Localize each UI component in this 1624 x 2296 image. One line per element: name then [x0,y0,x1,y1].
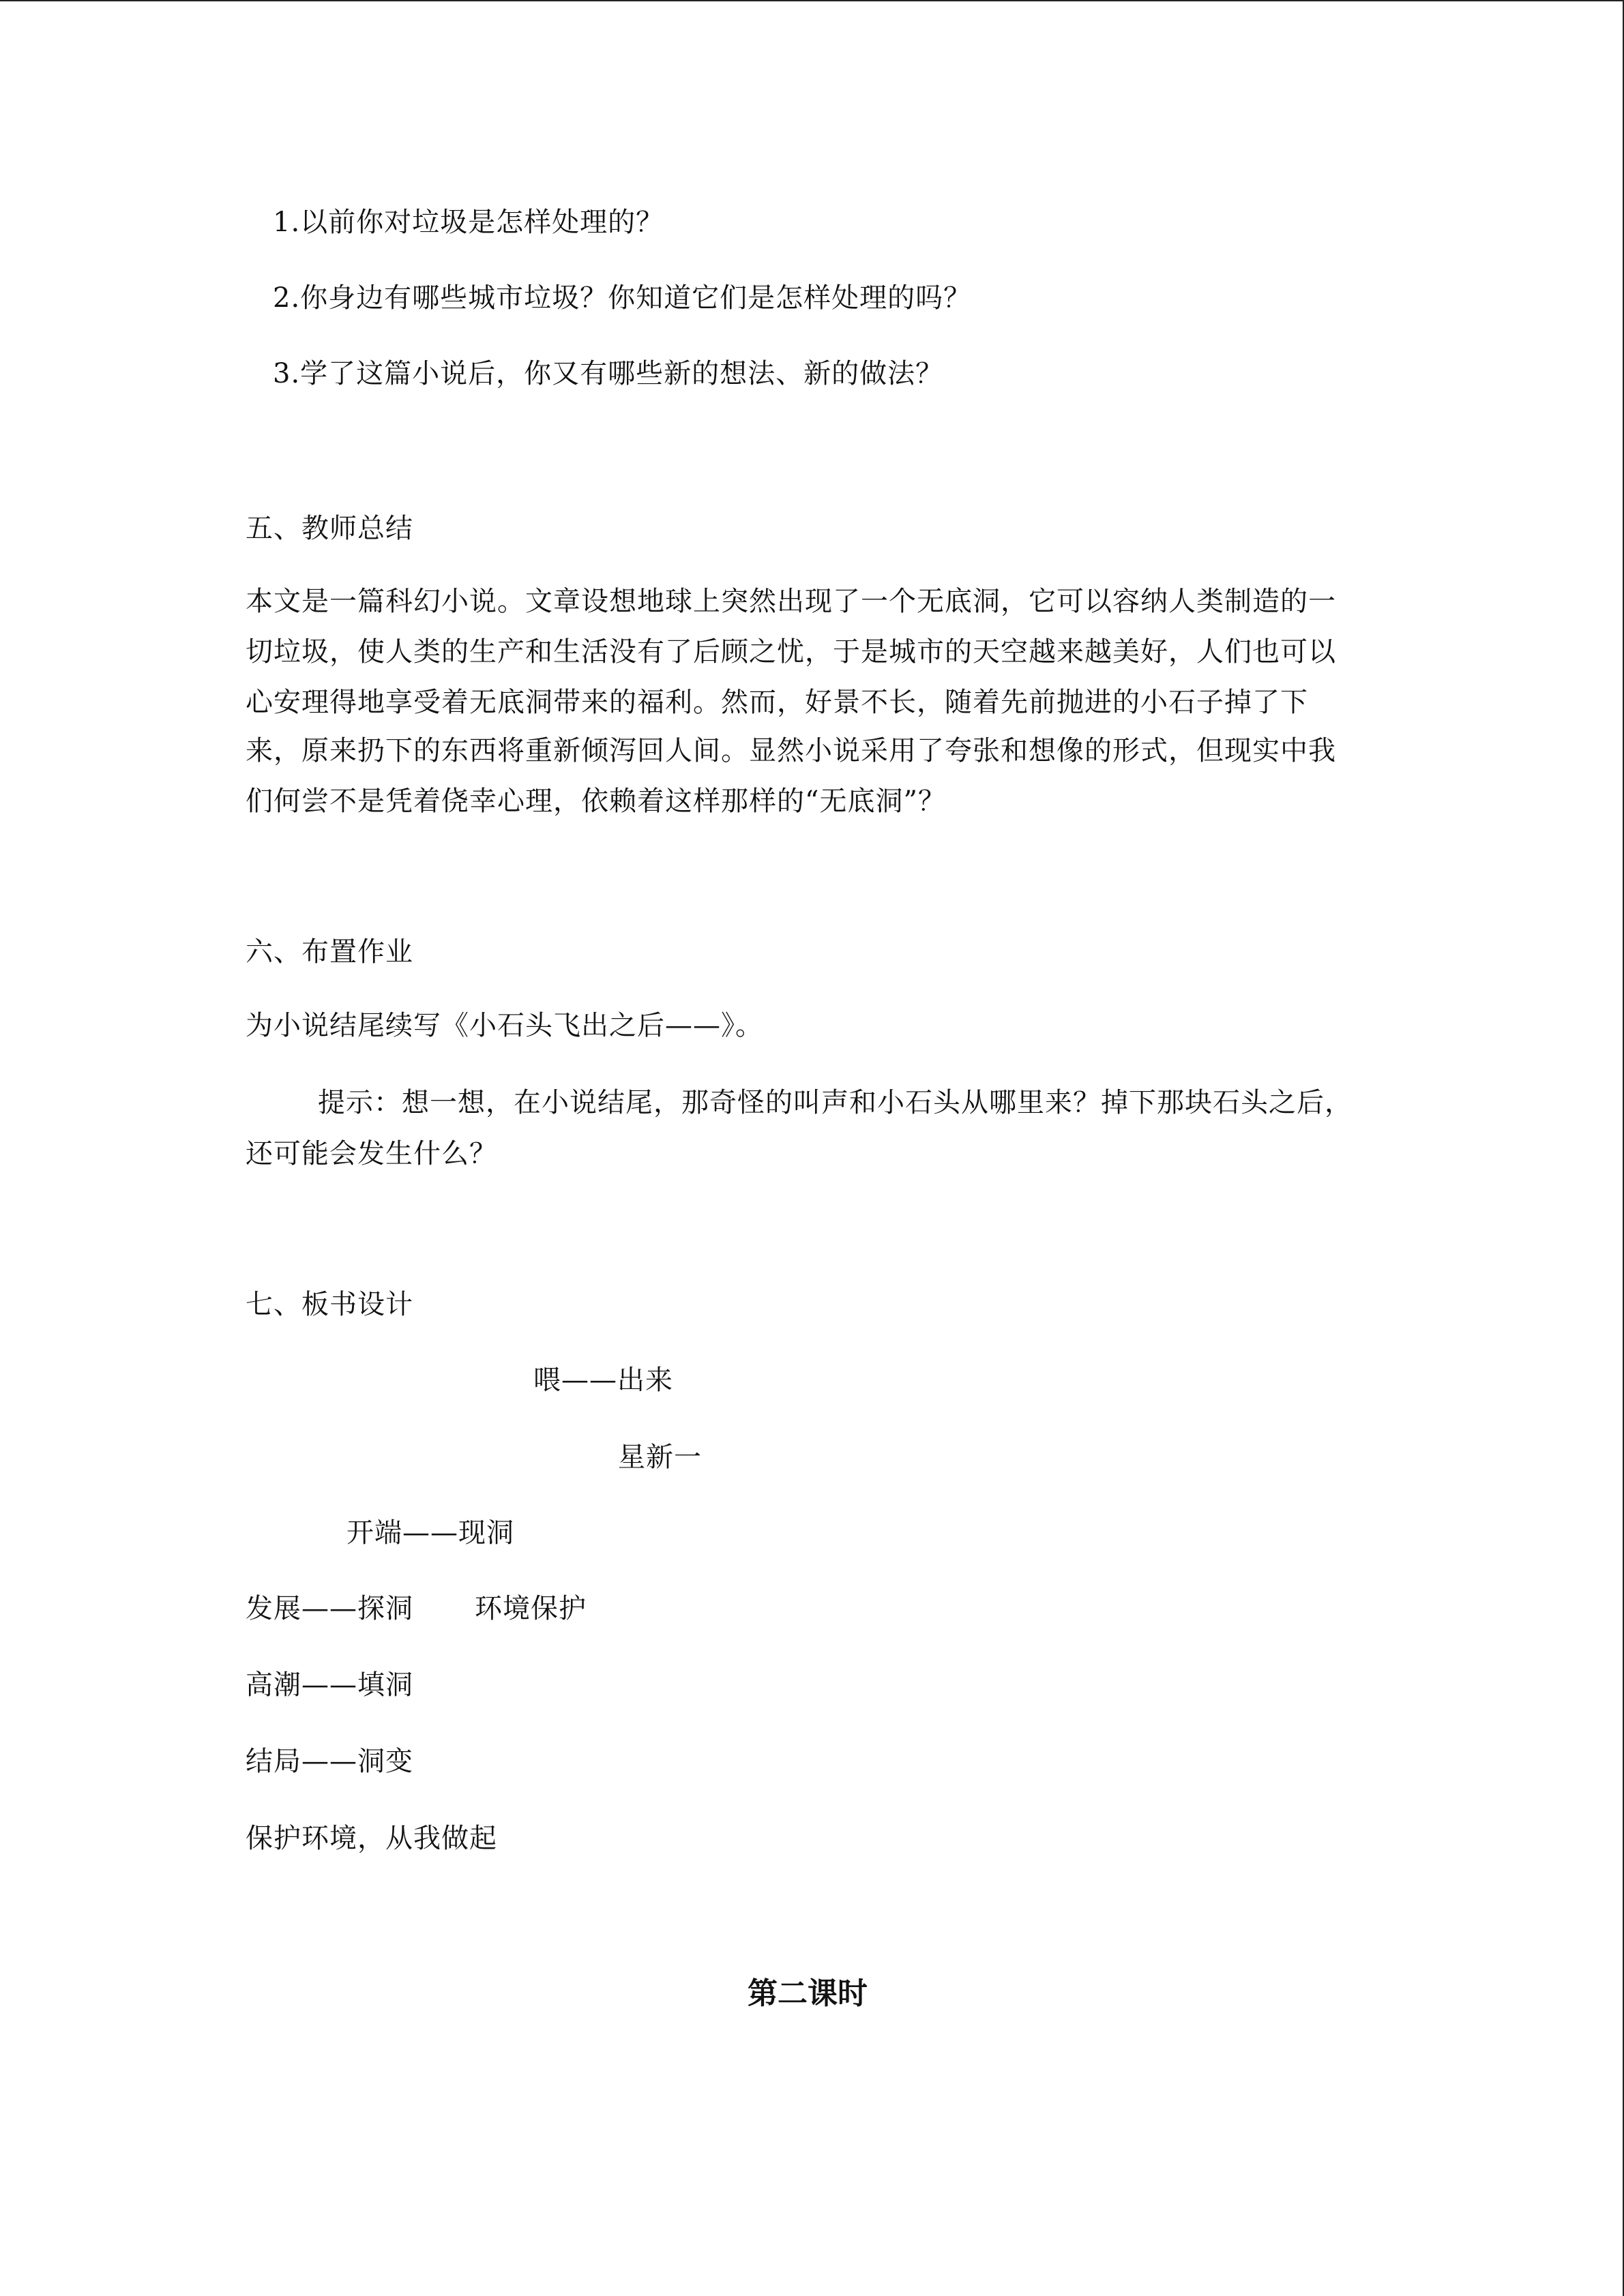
summary-line-3: 心安理得地享受着无底洞带来的福利。然而，好景不长，随着先前抛进的小石子掉了下 [246,687,1308,718]
homework-hint-line-2: 还可能会发生什么？ [246,1138,497,1169]
question-1: 1.以前你对垃圾是怎样处理的？ [273,207,664,238]
board-theme: 环境保护 [475,1593,587,1624]
board-ending: 结局——洞变 [246,1746,413,1777]
summary-line-5: 们何尝不是凭着侥幸心理，依赖着这样那样的“无底洞”？ [246,786,946,817]
summary-line-4: 来，原来扔下的东西将重新倾泻回人间。显然小说采用了夸张和想像的形式，但现实中我 [246,735,1336,766]
section-6-heading: 六、布置作业 [246,936,413,968]
homework-hint-line-1: 提示：想一想，在小说结尾，那奇怪的叫声和小石头从哪里来？掉下那块石头之后， [318,1087,1353,1118]
board-title: 喂——出来 [533,1365,673,1396]
homework-task: 为小说结尾续写《小石头飞出之后——》。 [246,1010,763,1041]
lesson-title: 第二课时 [748,1976,868,2011]
section-5-heading: 五、教师总结 [246,513,413,544]
summary-line-2: 切垃圾，使人类的生产和生活没有了后顾之忧，于是城市的天空越来越美好，人们也可以 [246,636,1336,668]
section-7-heading: 七、板书设计 [246,1289,413,1320]
board-slogan: 保护环境，从我做起 [246,1823,497,1854]
summary-line-1: 本文是一篇科幻小说。文章设想地球上突然出现了一个无底洞，它可以容纳人类制造的一 [246,586,1336,617]
board-climax: 高潮——填洞 [246,1669,413,1701]
question-2: 2.你身边有哪些城市垃圾？你知道它们是怎样处理的吗？ [273,282,972,314]
board-beginning: 开端——现洞 [346,1517,514,1549]
question-3: 3.学了这篇小说后，你又有哪些新的想法、新的做法？ [273,358,944,389]
board-author: 星新一 [618,1442,702,1473]
board-development: 发展——探洞 [246,1593,413,1624]
